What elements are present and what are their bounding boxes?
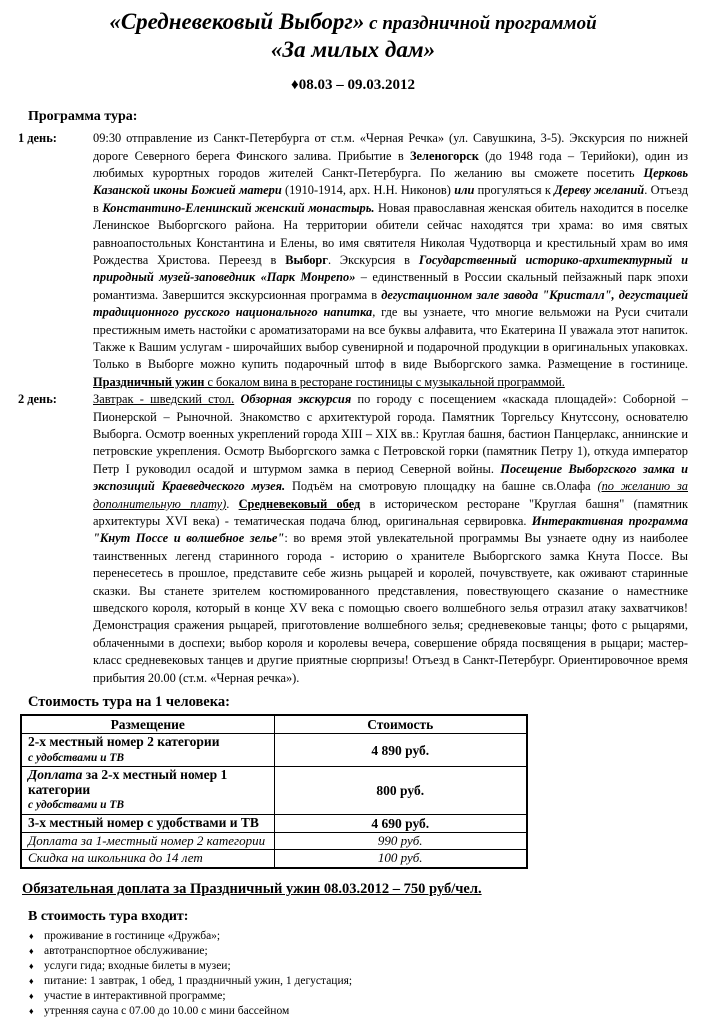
day-2-label: 2 день:	[18, 392, 57, 407]
accommodation-cell: 2-х местный номер 2 категории с удобствами и ТВ	[21, 734, 274, 767]
list-item	[29, 944, 688, 959]
program-heading: Программа тура:	[28, 109, 138, 125]
list-item-text: питание: 1 завтрак, 1 обед, 1 праздничный ужин, 1 дегустация;	[44, 974, 353, 987]
accommodation-cell: Доплата за 2-х местный номер 1 категории с удобствами и ТВ	[21, 767, 274, 815]
surcharge-note: Обязательная доплата за Праздничный ужин 08.03.2012 – 750 руб/чел.	[22, 880, 482, 897]
column-header-accommodation: Размещение	[21, 715, 274, 734]
list-item	[29, 989, 688, 1004]
pricing-header-row	[21, 715, 527, 734]
list-item-text: участие в интерактивной программе;	[44, 989, 226, 1002]
list-item-text: автотранспортное обслуживание;	[44, 944, 208, 957]
list-item-text: утренняя сауна с 07.00 до 10.00 с мини бассейном	[44, 1004, 290, 1017]
price-cell: 4 890 руб.	[274, 734, 527, 767]
title-line-1	[18, 8, 688, 36]
accommodation-cell: 3-х местный номер с удобствами и ТВ	[21, 814, 274, 832]
title-line-2: «За милых дам»	[270, 37, 436, 63]
page-title	[18, 8, 688, 64]
included-list	[29, 929, 688, 1019]
list-item	[29, 1004, 688, 1019]
price-cell: 4 690 руб.	[274, 814, 527, 832]
day-1-label: 1 день:	[18, 131, 57, 146]
table-row	[21, 734, 527, 767]
accommodation-cell: Скидка на школьника до 14 лет	[21, 850, 274, 868]
table-row	[21, 850, 527, 868]
table-row	[21, 767, 527, 815]
price-cell: 990 руб.	[274, 832, 527, 850]
title-main: «Средневековый Выборг»	[109, 9, 365, 34]
diamond-bullet-icon: ♦	[29, 945, 34, 956]
diamond-bullet-icon: ♦	[29, 1005, 34, 1016]
table-row	[21, 814, 527, 832]
pricing-table	[20, 714, 528, 869]
day-2-description: Завтрак - шведский стол. Обзорная экскурсия по городу с посещением «каскада площадей»: Соборной – Пионерской – Рыночной. Знакомство с архитектурой города. Памятник Торгельсу Кнутссону, основателю Выборга. Осмотр военных укреплений города XIII – XIX вв.: Круглая башня, бастион Панцерлакс, аннинские и петровские укрепления. Осмотр Выборгского замка с Петровской горки (памятник Петру 1), откуда император Петр I руководил осадой и штурмом замка в период Северной войны. Посещение Выборгского замка и экспозиций Краеведческого музея. Подъём на смотровую площадку на башне св.Олафа (по желанию за дополнительную плату). Средневековый обед в историческом ресторане "Круглая башня" (памятник архитектуры XVI века) - тематическая подача блюд, оригинальная сервировка. Интерактивная программа "Кнут Поссе и волшебное зелье": во время этой увлекательной программы Вы узнаете одну из наиболее таинственных легенд старинного города - историю о хранителе Выборгского замка Кнута Поссе. Вы перенесетесь в прошлое, представите себе жизнь рыцарей и королей, почувствуете, как оживают старинные сказки. Вы станете зрителем костюмированного представления, повествующего сказание о наместнике шведского короля, который в конце XV века с помощью своего волшебного зелья отразил атаку захватчиков! Демонстрация сражения рыцарей, приготовление волшебного зелья; средневековые танцы; фото с рыцарями, облаченными в доспехи; выбор короля и королевы вечера, совершение обряда посвящения в рыцари; мастер-класс средневековых танцев и другие приятные сюрпризы! Отъезд в Санкт-Петербург. Ориентировочное время прибытия 20.00 (ст.м. «Черная речка»).	[93, 392, 689, 685]
price-cell: 800 руб.	[274, 767, 527, 815]
diamond-bullet-icon: ♦	[29, 930, 34, 941]
list-item-text: проживание в гостинице «Дружба»;	[44, 929, 221, 942]
tour-dates: ♦08.03 – 09.03.2012	[291, 77, 415, 94]
diamond-bullet-icon: ♦	[29, 990, 34, 1001]
diamond-bullet-icon: ♦	[29, 975, 34, 986]
accommodation-cell: Доплата за 1-местный номер 2 категории	[21, 832, 274, 850]
list-item-text: услуги гида; входные билеты в музеи;	[44, 959, 231, 972]
column-header-price: Стоимость	[274, 715, 527, 734]
title-suffix: с праздничной программой	[364, 13, 597, 34]
day-1-row	[18, 130, 688, 391]
pricing-heading: Стоимость тура на 1 человека:	[28, 694, 230, 711]
day-2-row	[18, 391, 688, 687]
price-cell: 100 руб.	[274, 850, 527, 868]
list-item	[29, 959, 688, 974]
table-row	[21, 832, 527, 850]
included-heading: В стоимость тура входит:	[28, 908, 189, 924]
diamond-bullet-icon: ♦	[29, 960, 34, 971]
day-1-description: 09:30 отправление из Санкт-Петербурга от ст.м. «Черная Речка» (ул. Савушкина, 3-5). Экскурсия по нижней дороге Северного берега Финского залива. Прибытие в Зеленогорск (до 1948 года – Терийоки), один из любимых курортных городов жителей Санкт-Петербурга. По желанию вы сможете посетить Церковь Казанской иконы Божией матери (1910-1914, арх. Н.Н. Никонов) или прогуляться к Дереву желаний. Отъезд в Константино-Еленинский женский монастырь. Новая православная женская обитель находится в поселке Ленинское Выборгского района. На территории обители сейчас находятся три храма: во имя святых равноапостольных Константина и Елены, во имя святителя Николая Чудотворца и крестильный храм во имя Рождества Христова. Переезд в Выборг. Экскурсия в Государственный историко-архитектурный и природный музей-заповедник «Парк Монрепо» – единственный в России скальный пейзажный парк эпохи романтизма. Завершится экскурсионная программа в дегустационном зале завода "Кристалл", дегустацией традиционного русского национального напитка, где вы узнаете, что многие вельможи на Руси считали престижным иметь настойки с ароматизаторами на все буквы алфавита, что Екатерина II уважала этот напиток. Также к Вашим услугам - широчайших выбор сувенирной и подарочной продукции в оригинальных упаковках. Только в Выборге можно купить подарочный штоф в виде Выборгского замка. Размещение в гостинице. Праздничный ужин с бокалом вина в ресторане гостиницы с музыкальной программой.	[93, 131, 689, 389]
list-item	[29, 929, 688, 944]
list-item	[29, 974, 688, 989]
